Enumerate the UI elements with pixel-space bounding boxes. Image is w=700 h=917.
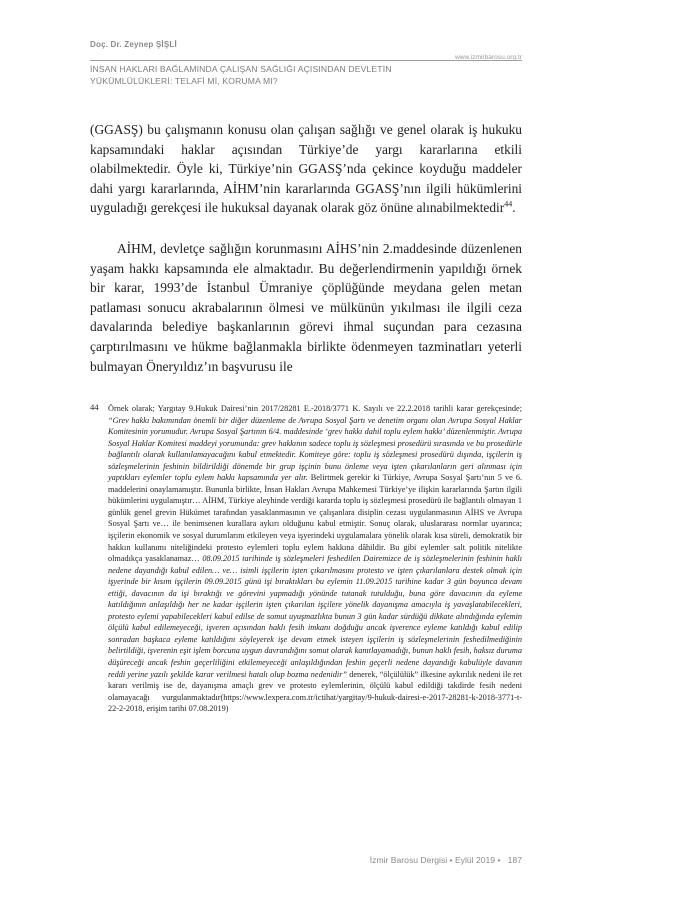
paragraph-2: AİHM, devletçe sağlığın korunmasını AİHS’nin 2.maddesinde düzenlenen yaşam hakkı kapsamında ele almaktadır. Bu değerlendirmenin yapıldığı örnek bir karar, 1993’de İstanbul Ümraniye çöplüğünde meydana gelen metan patlaması sonucu akrabalarının ölmesi ve mülkünün yıkılması ile ilgili ceza davalarında belediye başkanlarının görevi ihmal suçundan para cezasına çarptırılmasını ve hükme bağlanmakla birlikte ödenmeyen tazminatları yeterli bulmayan Öneryıldız’ın başvurusu ile [90,240,522,374]
footnote-44 [90,403,522,715]
body-text [90,120,522,376]
author-name: Doç. Dr. Zeynep ŞİŞLİ [90,40,177,49]
footnote-reference[interactable]: 44 [504,199,513,209]
paragraph-1-end: . [512,200,516,216]
journal-info: İzmir Barosu Dergisi • Eylül 2019 • [369,855,501,865]
footnote-number: 44 [90,402,99,412]
footnote-text-part: Belirtmek gerekir ki Türkiye, Avrupa Sosyal Şartı’nın 5 ve 6. maddelerini onaylamamıştır. Bununla birlikte, İnsan Hakları Avrupa Mahkemesi Türkiye’ye ilişkin kararlarında Şartın ilgili hükümlerini uygulamıştır… AİHM, Türkiye aleyhinde verdiği kararda toplu iş sözleşmesi prosedürü ile bağlantılı olmayan 1 günlük genel grevin Hükümet tarafından yasaklanmasının ve çalışanlara disiplin cezası uygulanmasının AİHS ve Avrupa Sosyal Şartı ve… ile benimsenen kurallara aykırı olduğunu kabul etmiştir. Sonuç olarak, uluslararası normlar uyarınca; işçilerin ekonomik ve sosyal durumlarını etkileyen veya işyerindeki uygulamalara yönelik olarak kısa süreli, demokratik bir hakkın kullanımı niteliğindeki protesto eylemleri toplu eylem hakkına dâhildir. Bu gibi eylemler salt politik nitelikte olmadıkça yasaklanamaz… [108,473,523,564]
paragraph-1-text: (GGASŞ) bu çalışmanın konusu olan çalışan sağlığı ve genel olarak iş hukuku kapsamındaki haklar açısından Türkiye’de yargı kararlarına etkili olabilmektedir. Öyle ki, Türkiye’nin GGASŞ’nda çekince koyduğu maddeler dahi yargı kararlarında, AİHM’nin kararlarında GGASŞ’nın ilgili hükümlerini uyguladığı gerekçesi ile hukuksal dayanak olarak göz önüne alınabilmektedir [90,122,522,216]
running-title: İNSAN HAKLARI BAĞLAMINDA ÇALIŞAN SAĞLIĞI AÇISINDAN DEVLETİN YÜKÜMLÜLÜKLERİ: TELAFİ Mİ, KORUMA MI? [90,64,392,86]
footnote-text-part: denerek, “ölçülülük” ilkesine aykırılık nedeni ile ret kararı verilmiş ise de, dayanışma amaçlı grev ve protesto eylemlerinin, ölçülü kabul edildiği takdirde fesih nedeni olamayacağı vurgulanmaktadır(https://www.lexpera.com.tr/ictihat/yargitay/9-hukuk-dairesi-e-2017-28281-k-2018-3771-t-22-2-2018, erişim tarihi 07.08.2019) [108,669,522,714]
header-divider [90,60,522,61]
footnote-quote-part: “Grev hakkı bakımından önemli bir diğer düzenleme de Avrupa Sosyal Şartı ve denetim organı olan Avrupa Sosyal Haklar Komitesinin yorumudur. Avrupa Sosyal Şartının 6/4. maddesinde ‘grev hakkı dahil toplu eylem hakkı’ düzenlenmiştir. Avrupa Sosyal Haklar Komitesi maddeyi yorumunda: grev hakkının sadece toplu iş sözleşmesi prosedürü sırasında ve bu prosedürle bağlantılı olarak kullanılamayacağını kabul etmektedir. Komiteye göre: toplu iş sözleşmesi prosedürü dışında, işçilerin iş sözleşmelerinin feshinin bildirildiği dönemde bir grup işçinin bunu önleme veya işten çıkarılanların geri alınması için yaptıkları eylemler toplu eylem hakkı kapsamında yer alır. [108,415,522,483]
page-footer [300,855,522,865]
paragraph-1 [90,120,522,218]
page-number: 187 [507,855,522,865]
footnote-text-part: Örnek olarak; Yargıtay 9.Hukuk Dairesi’nin 2017/28281 E.-2018/3771 K. Sayılı ve 22.2.2018 tarihli karar gerekçesinde; [108,404,522,413]
site-url[interactable]: www.izmirbarosu.org.tr [454,54,522,61]
page-header [90,40,530,49]
footnote-quote-part: 08.09.2015 tarihinde iş sözleşmeleri feshedilen Dairemizce de iş sözleşmelerinin feshinin haklı nedene dayandığı kabul edilen… ve… isimli işçilerin işten çıkarılmasını protesto ve işten çıkarılanlara destek olmak için işyerinde bir kısım işçilerin 09.09.2015 günü işi bıraktıkları bu eylemin 11.09.2015 tarihine kadar 3 gün boyunca devam ettiği, davacının da işi bıraktığı ve görevini yapmadığı yönünde tutanak tutulduğu, buna göre davacının da eyleme katıldığının anlaşıldığı her ne kadar işçilerin işten çıkarılan işçilere yönelik dayanışma amacıyla iş yavaşlatabilecekleri, protesto eylemi yapabilecekleri kabul edilse de somut uyuşmazlıkta bunun 3 gün kadar sürdüğü dikkate alındığında eylemin ölçülü kabul edilemeyeceği, işveren açısından haklı fesih imkanı doğduğu ancak işverence eyleme katıldığı kabul edilip sonradan başkaca eyleme katıldığını söyleyerek işe devam etmek isteyen işçilerin iş sözleşmelerinin feshedilmediğinin belirtildiği, işverenin eşit işlem borcuna uygun davrandığını somut olarak kanıtlayamadığı, bunun haklı fesih, haksız duruma düşüreceği ancak feshin geçerliliğini etkilemeyeceği anlaşıldığından feshin geçerli nedene dayandığı kabulüyle davanın reddi yerine yazılı şekilde karar verilmesi hatalı olup bozma nedenidir” [108,554,522,679]
footnote-text [108,403,522,715]
